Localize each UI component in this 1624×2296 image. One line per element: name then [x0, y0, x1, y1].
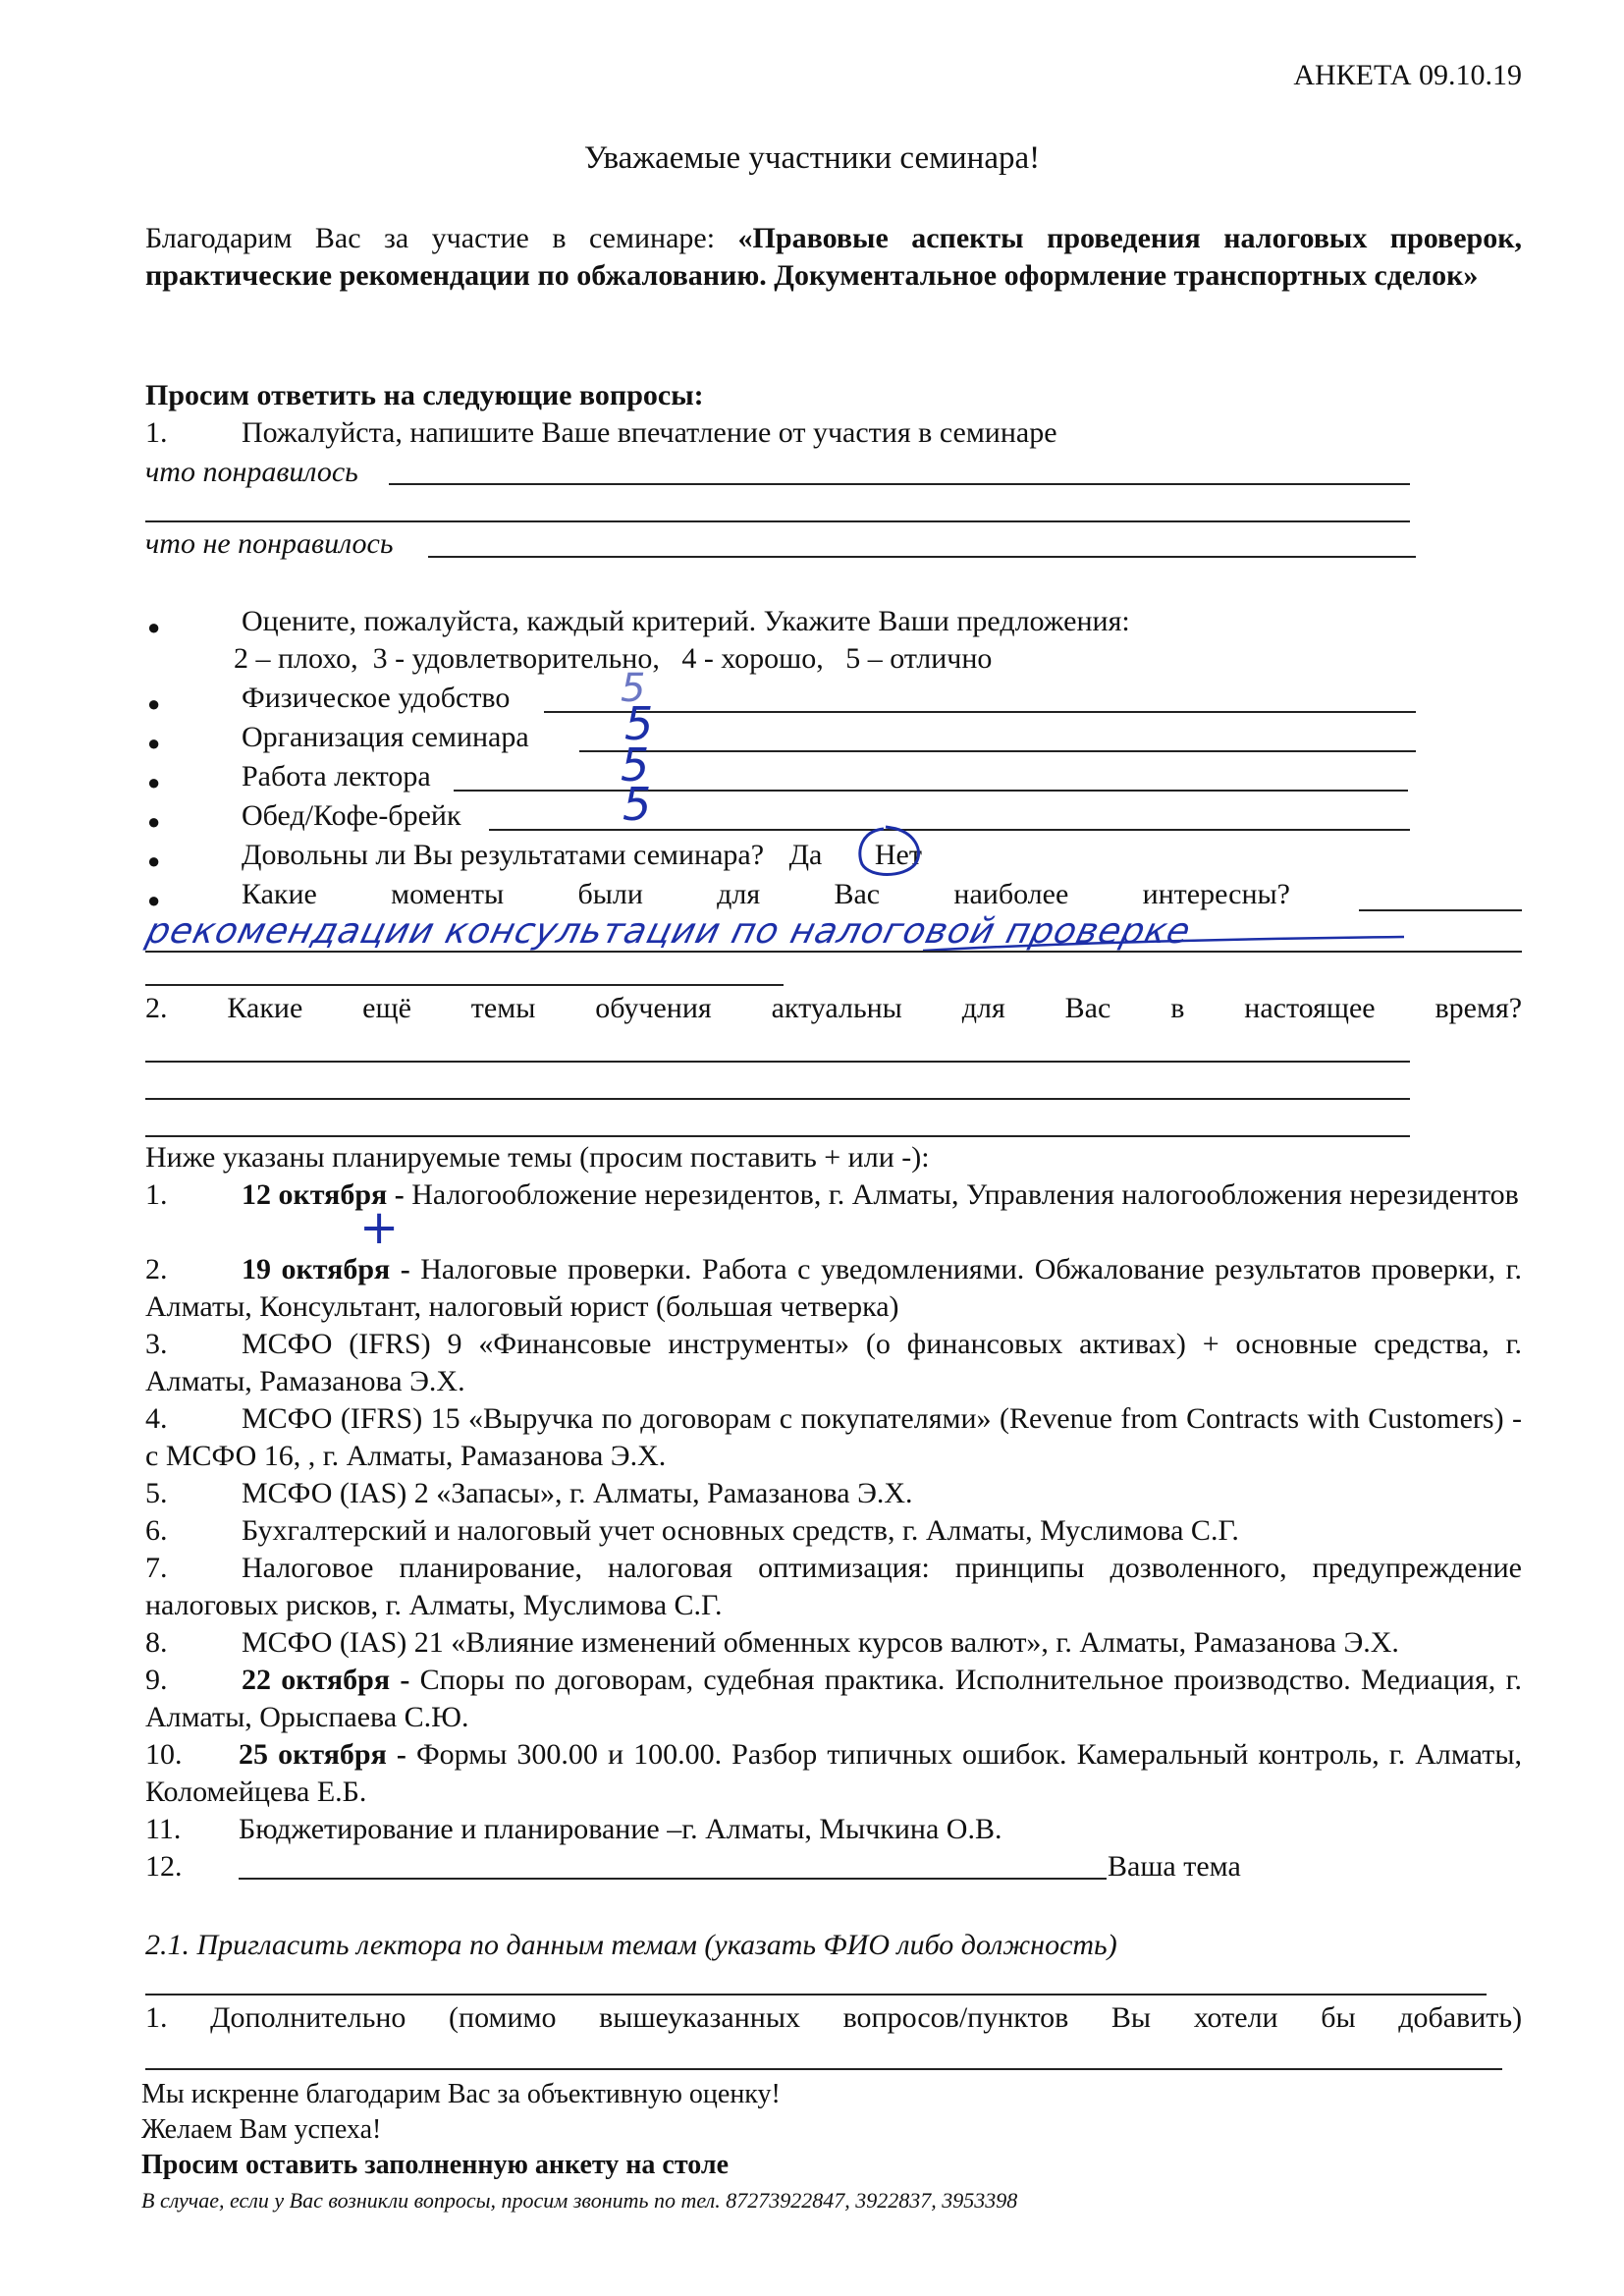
criterion-answer: 5 [623, 778, 652, 831]
question-word: в [1170, 992, 1185, 1024]
question-word: добавить) [1398, 2001, 1523, 2034]
topic-item [145, 1512, 1239, 1550]
interesting-answer: рекомендации консультации по налоговой проверке [142, 911, 1196, 952]
intro-paragraph [145, 220, 1522, 295]
bullet-icon: ● [147, 615, 161, 639]
bullet-icon: ● [147, 888, 161, 912]
seminar-title: «Правовые аспекты проведения налоговых проверок, практические рекомендации по обжалованию. Документальное оформление транспортных сделок» [145, 222, 1523, 292]
criterion-answer-line[interactable] [579, 750, 1416, 752]
topic-text: МСФО (IFRS) 15 «Выручка по договорам с покупателями» (Revenue from Contracts with Customers) - с МСФО 16, , г. Алматы, Рамазанова Э.Х. [145, 1402, 1522, 1472]
question-word: ещё [362, 992, 411, 1024]
topic-date: 22 октября - [242, 1664, 420, 1696]
disliked-label: что не понравилось [145, 527, 394, 560]
question-word: вышеуказанных [599, 2001, 800, 2034]
bullet-icon: ● [147, 731, 161, 755]
question-word: Вы [1110, 2001, 1152, 2034]
footer-contact: В случае, если у Вас возникли вопросы, просим звонить по тел. 87273922847, 3922837, 3953398 [141, 2188, 1018, 2213]
question-2-answer-line[interactable] [145, 1061, 1410, 1063]
question-word: Какие [227, 992, 303, 1024]
topics-intro: Ниже указаны планируемые темы (просим поставить + или -): [145, 1141, 930, 1174]
question-word: хотели [1193, 2001, 1278, 2034]
topic-number: 9. [145, 1664, 168, 1696]
liked-label: что понравилось [145, 456, 358, 488]
extra-question [145, 1999, 1522, 2037]
question-word: бы [1321, 2001, 1356, 2034]
topic-item [145, 1251, 1522, 1326]
question-1-text: Пожалуйста, напишите Ваше впечатление от участия в семинаре [242, 416, 1057, 449]
question-1 [145, 414, 1057, 452]
question-word: Вас [1064, 992, 1111, 1024]
satisfied-question [242, 837, 922, 874]
rating-scale: 2 – плохо, 3 - удовлетворительно, 4 - хорошо, 5 – отлично [234, 642, 993, 675]
questions-heading: Просим ответить на следующие вопросы: [145, 379, 704, 411]
criterion-answer: 5 [624, 697, 654, 750]
topic-item [145, 1550, 1522, 1624]
bullet-icon: ● [147, 770, 161, 794]
yes-circle-mark [854, 825, 923, 880]
topic-item [145, 1736, 1522, 1811]
question-word: настоящее [1244, 992, 1376, 1024]
liked-answer-line-2[interactable] [145, 520, 1410, 522]
topic-number: 12. [145, 1850, 183, 1883]
topic-text: Бюджетирование и планирование –г. Алматы, Мычкина О.В. [239, 1813, 1002, 1845]
topic-number: 11. [145, 1813, 182, 1845]
topic-item [145, 1811, 1001, 1848]
criterion-answer: 5 [621, 666, 646, 711]
topic-item [145, 1848, 239, 1886]
topic-date: 19 октября - [242, 1253, 421, 1285]
answer-no[interactable]: Нет [874, 839, 922, 871]
your-topic-line[interactable] [239, 1878, 1107, 1880]
topic-number: 2. [145, 1253, 168, 1285]
question-word: обучения [595, 992, 712, 1024]
topic-item [145, 1624, 1399, 1662]
footer-wish: Желаем Вам успеха! [141, 2114, 382, 2145]
topic-item [145, 1662, 1522, 1736]
topic-text: МСФО (IFRS) 9 «Финансовые инструменты» (о финансовых активах) + основные средства, г. Алматы, Рамазанова Э.Х. [145, 1328, 1522, 1397]
bullet-icon: ● [147, 809, 161, 834]
interesting-answer-line-3[interactable] [145, 984, 784, 986]
topic-number: 5. [145, 1477, 168, 1509]
question-2-answer-line[interactable] [145, 1098, 1410, 1100]
criterion-label: Обед/Кофе-брейк [242, 799, 461, 832]
topic-number: 10. [145, 1738, 183, 1771]
question-2-number: 2. [145, 992, 168, 1024]
interesting-question [242, 876, 1290, 913]
satisfied-question-text: Довольны ли Вы результатами семинара? [242, 839, 765, 871]
footer-leave-form: Просим оставить заполненную анкету на столе [141, 2150, 729, 2180]
question-word: темы [470, 992, 536, 1024]
question-word: время? [1435, 992, 1523, 1024]
topic-item [145, 1400, 1522, 1475]
invite-lecturer: 2.1. Пригласить лектора по данным темам (указать ФИО либо должность) [145, 1929, 1117, 1961]
topic-text: Налоговое планирование, налоговая оптимизация: принципы дозволенного, предупреждение налоговых рисков, г. Алматы, Муслимова С.Г. [145, 1552, 1522, 1621]
criterion-answer: 5 [621, 738, 650, 792]
footer-thanks: Мы искренне благодарим Вас за объективную оценку! [141, 2079, 781, 2109]
question-word: были [577, 878, 643, 910]
page-title: Уважаемые участники семинара! [583, 140, 1041, 176]
interesting-answer-line-2[interactable] [145, 951, 1522, 953]
your-topic-label: Ваша тема [1108, 1850, 1241, 1883]
question-word: (помимо [449, 2001, 557, 2034]
intro-prefix: Благодарим Вас за участие в семинаре: [145, 222, 738, 254]
question-2-answer-line[interactable] [145, 1135, 1410, 1137]
extra-answer-line[interactable] [145, 2068, 1502, 2070]
topic-item [145, 1176, 1522, 1214]
liked-answer-line[interactable] [389, 483, 1410, 485]
disliked-answer-line[interactable] [428, 556, 1416, 558]
underline-stroke-mark [923, 933, 1414, 962]
question-word: вопросов/пунктов [842, 2001, 1069, 2034]
question-word: Вас [834, 878, 881, 910]
topic-number: 3. [145, 1328, 168, 1360]
topic-text: Налогообложение нерезидентов, г. Алматы, Управления налогообложения нерезидентов [411, 1178, 1519, 1211]
bullet-icon: ● [147, 691, 161, 716]
criterion-label: Физическое удобство [242, 682, 511, 714]
rating-instruction: Оцените, пожалуйста, каждый критерий. Укажите Ваши предложения: [242, 605, 1130, 637]
topic-text: МСФО (IAS) 2 «Запасы», г. Алматы, Рамазанова Э.Х. [242, 1477, 913, 1509]
criterion-label: Организация семинара [242, 721, 529, 753]
topic-number: 4. [145, 1402, 168, 1435]
topic-number: 8. [145, 1626, 168, 1659]
question-word: для [717, 878, 761, 910]
question-word: для [961, 992, 1005, 1024]
criterion-answer-line[interactable] [454, 790, 1408, 792]
topic-text: Споры по договорам, судебная практика. Исполнительное производство. Медиация, г. Алматы, Орыспаева С.Ю. [145, 1664, 1523, 1733]
extra-number: 1. [145, 2001, 168, 2034]
topic-number: 7. [145, 1552, 168, 1584]
topic-number: 6. [145, 1514, 168, 1547]
question-2 [145, 990, 1522, 1027]
topic-text: МСФО (IAS) 21 «Влияние изменений обменных курсов валют», г. Алматы, Рамазанова Э.Х. [242, 1626, 1399, 1659]
question-word: моменты [391, 878, 505, 910]
question-1-number: 1. [145, 416, 168, 449]
topic-date: 25 октября - [239, 1738, 416, 1771]
topic-date: 12 октября - [242, 1178, 412, 1211]
criterion-label: Работа лектора [242, 760, 431, 793]
topic-text: Формы 300.00 и 100.00. Разбор типичных ошибок. Камеральный контроль, г. Алматы, Коломейцева Е.Б. [145, 1738, 1522, 1808]
form-id: АНКЕТА 09.10.19 [1293, 59, 1522, 91]
interesting-answer-line[interactable] [1359, 909, 1522, 911]
topic-item [145, 1326, 1522, 1400]
question-word: Какие [242, 878, 317, 910]
question-word: интересны? [1142, 878, 1291, 910]
invite-answer-line[interactable] [145, 1994, 1487, 1995]
bullet-icon: ● [147, 848, 161, 873]
criterion-answer-line[interactable] [544, 711, 1416, 713]
topic-text: Налоговые проверки. Работа с уведомлениями. Обжалование результатов проверки, г. Алматы, Консультант, налоговый юрист (большая четверка) [145, 1253, 1523, 1323]
answer-yes[interactable]: Да [788, 839, 823, 871]
topic-item [145, 1475, 913, 1512]
topic-number: 1. [145, 1178, 168, 1211]
question-word: актуальны [771, 992, 902, 1024]
question-word: наиболее [953, 878, 1069, 910]
topic-plus-mark: + [359, 1200, 400, 1255]
question-word: Дополнительно [210, 2001, 406, 2034]
topic-text: Бухгалтерский и налоговый учет основных средств, г. Алматы, Муслимова С.Г. [242, 1514, 1239, 1547]
